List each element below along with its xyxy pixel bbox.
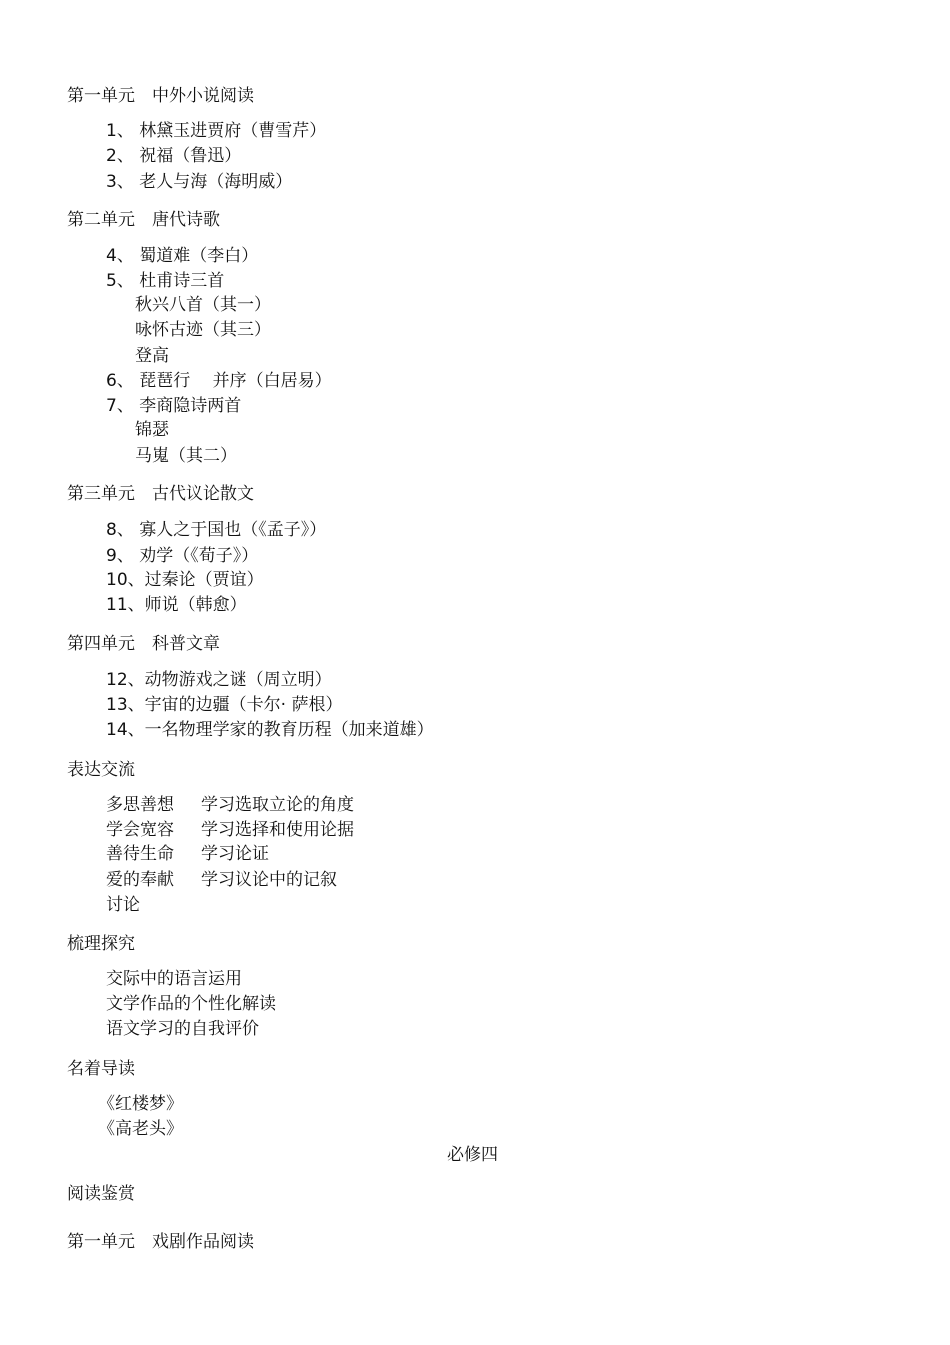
expression-skill: 学习选取立论的角度 bbox=[201, 795, 354, 815]
list-item: 语文学习的自我评价 bbox=[106, 1019, 259, 1039]
list-item: 8、 寡人之于国也（《孟子》） bbox=[106, 520, 327, 540]
expression-topic: 爱的奉献 bbox=[106, 870, 174, 890]
list-item: 文学作品的个性化解读 bbox=[106, 994, 276, 1014]
list-subitem: 秋兴八首（其一） bbox=[135, 295, 271, 315]
unit-2-heading: 第二单元 唐代诗歌 bbox=[67, 210, 220, 230]
list-item: 交际中的语言运用 bbox=[106, 969, 242, 989]
expression-skill: 学习论证 bbox=[201, 844, 269, 864]
expression-topic: 多思善想 bbox=[106, 795, 174, 815]
book-title: 必修四 bbox=[447, 1145, 498, 1165]
list-item: 9、 劝学（《荀子》） bbox=[106, 546, 259, 566]
unit-4-heading: 第四单元 科普文章 bbox=[67, 634, 220, 654]
list-item: 2、 祝福（鲁迅） bbox=[106, 146, 242, 166]
section-heading: 阅读鉴赏 bbox=[67, 1184, 135, 1204]
classics-heading: 名着导读 bbox=[67, 1059, 135, 1079]
list-item: 3、 老人与海（海明威） bbox=[106, 172, 293, 192]
expression-topic: 学会宽容 bbox=[106, 820, 174, 840]
expression-skill: 学习议论中的记叙 bbox=[201, 870, 337, 890]
list-item: 14、一名物理学家的教育历程（加来道雄） bbox=[106, 720, 434, 740]
exploration-heading: 梳理探究 bbox=[67, 934, 135, 954]
list-item: 《红楼梦》 bbox=[98, 1094, 183, 1114]
list-item: 10、过秦论（贾谊） bbox=[106, 570, 264, 590]
list-item: 6、 琵琶行 并序（白居易） bbox=[106, 371, 332, 391]
list-subitem: 锦瑟 bbox=[135, 420, 169, 440]
list-item: 《高老头》 bbox=[98, 1119, 183, 1139]
expression-topic: 讨论 bbox=[106, 895, 140, 915]
list-subitem: 马嵬（其二） bbox=[135, 446, 237, 466]
list-item: 5、 杜甫诗三首 bbox=[106, 271, 225, 291]
list-item: 13、宇宙的边疆（卡尔· 萨根） bbox=[106, 695, 343, 715]
expression-topic: 善待生命 bbox=[106, 844, 174, 864]
list-item: 4、 蜀道难（李白） bbox=[106, 246, 259, 266]
unit-3-heading: 第三单元 古代议论散文 bbox=[67, 484, 254, 504]
expression-skill: 学习选择和使用论据 bbox=[201, 820, 354, 840]
list-subitem: 登高 bbox=[135, 346, 169, 366]
unit-heading: 第一单元 戏剧作品阅读 bbox=[67, 1232, 254, 1252]
list-subitem: 咏怀古迹（其三） bbox=[135, 320, 271, 340]
list-item: 12、动物游戏之谜（周立明） bbox=[106, 670, 332, 690]
list-item: 1、 林黛玉进贾府（曹雪芹） bbox=[106, 121, 327, 141]
list-item: 11、师说（韩愈） bbox=[106, 595, 247, 615]
unit-1-heading: 第一单元 中外小说阅读 bbox=[67, 86, 254, 106]
list-item: 7、 李商隐诗两首 bbox=[106, 396, 242, 416]
expression-heading: 表达交流 bbox=[67, 760, 135, 780]
